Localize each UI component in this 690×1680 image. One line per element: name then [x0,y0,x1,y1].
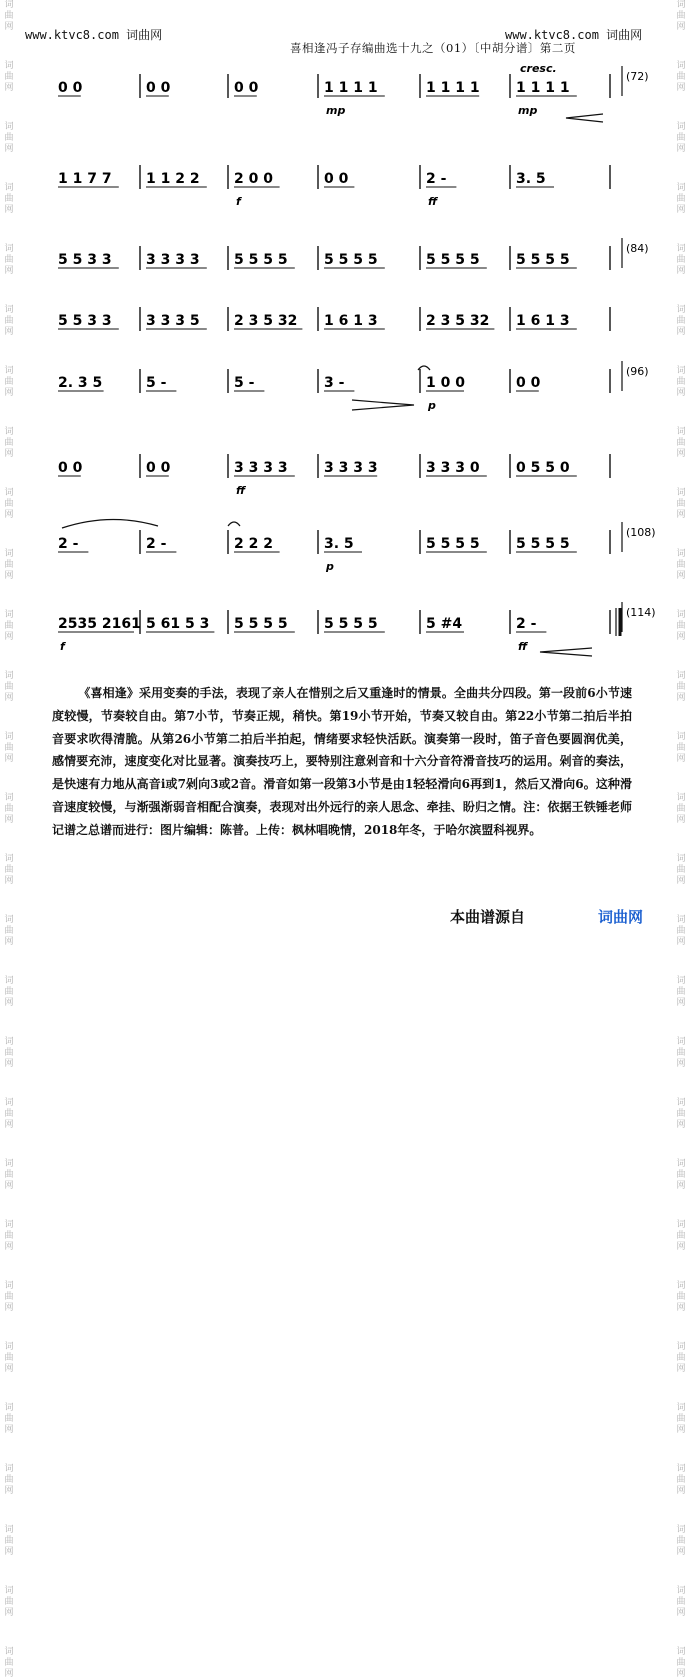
measure: 1 1 2 2 [146,171,200,187]
watermark-char: 曲 [4,987,14,997]
watermark-char: 网 [676,815,686,825]
dynamic-marking: p [428,399,436,412]
watermark-char: 词 [676,1464,686,1474]
watermark-char: 网 [676,1059,686,1069]
measure: 5 5 3 3 [58,252,112,268]
measure: 2 - [146,536,167,552]
measure: 2 - [426,171,447,187]
watermark-char: 曲 [676,926,686,936]
watermark-char: 曲 [676,1292,686,1302]
watermark-char: 网 [676,83,686,93]
watermark-char: 网 [676,571,686,581]
watermark-char: 曲 [676,987,686,997]
watermark-char: 网 [676,998,686,1008]
watermark-char: 曲 [676,377,686,387]
watermark-char: 词 [676,1403,686,1413]
watermark-char: 词 [676,610,686,620]
watermark-char: 网 [676,144,686,154]
fermata [228,522,240,526]
watermark-char: 网 [676,754,686,764]
cresc-marking: cresc. [520,62,557,75]
watermark-char: 词 [4,183,14,193]
watermark-char: 曲 [676,1170,686,1180]
slur [62,519,158,528]
watermark-char: 网 [4,510,14,520]
watermark-char: 曲 [676,72,686,82]
watermark-char: 网 [4,1486,14,1496]
watermark-char: 网 [4,754,14,764]
measure-number: (96) [626,365,649,378]
crescendo-hairpin-end [540,648,592,656]
watermark-char: 词 [676,549,686,559]
watermark-char: 网 [676,1486,686,1496]
dynamic-marking: mp [518,104,538,117]
measure: 1 1 1 1 [426,80,480,96]
measure: 3 3 3 0 [426,460,480,476]
watermark-char: 网 [676,937,686,947]
watermark-char: 词 [4,1342,14,1352]
dynamic-marking: ff [236,484,246,497]
watermark-char: 词 [4,1281,14,1291]
watermark-char: 曲 [676,560,686,570]
measure: 2 - [516,616,537,632]
watermark-char: 网 [4,1608,14,1618]
measure-number: (108) [626,526,656,539]
watermark-char: 词 [4,915,14,925]
description-paragraph: 《喜相逢》采用变奏的手法，表现了亲人在惜别之后又重逢时的情景。全曲共分四段。第一段前6小节速度较慢，节奏较自由。第7小节，节奏正规，稍快。第19小节开始，节奏又较自由。第22小节第二拍后半拍音要求吹得清脆。从第26小节第二拍后半拍起，情绪要求轻快活跃。演奏第一段时，笛子音色要圆润优美，感情要充沛，速度变化对比显著。演奏技巧上，要特别注意剁音和十六分音符滑音技巧的运用。剁音的奏法，是快速有力地从高音i或7剁向3或2音。滑音如第一段第3小节是由1轻轻滑向6再到1，然后又滑向6。这种滑音速度较慢，与渐强渐弱音相配合演奏，表现对出外远行的亲人思念、牵挂、盼归之情。注：依据王铁锤老师记谱之总谱而进行：图片编辑：陈普。上传：枫林唱晚情，2018年冬，于哈尔滨盟科视界。 [52,686,632,837]
watermark-char: 曲 [4,621,14,631]
watermark-char: 网 [676,449,686,459]
watermark-char: 曲 [4,743,14,753]
watermark-char: 词 [4,854,14,864]
watermark-char: 网 [4,1364,14,1374]
measure: 5 5 5 5 [426,536,480,552]
measure: 2. 3 5 [58,375,103,391]
watermark-char: 网 [676,632,686,642]
watermark-char: 词 [676,122,686,132]
watermark-char: 曲 [676,1536,686,1546]
measure: 0 0 [146,460,171,476]
page-header: 喜相逢冯子存编曲选十九之（01）〔中胡分谱〕第二页 [290,41,576,55]
watermark-char: 词 [4,1525,14,1535]
watermark-char: 词 [676,915,686,925]
dynamic-marking: p [326,560,334,573]
watermark-char: 网 [4,1242,14,1252]
measure: 5 5 3 3 [58,313,112,329]
site-watermark-right: www.ktvc8.com 词曲网 [505,28,643,42]
watermark-char: 网 [4,571,14,581]
watermark-char: 网 [676,1303,686,1313]
watermark-char: 曲 [676,621,686,631]
watermark-char: 词 [4,549,14,559]
watermark-char: 曲 [676,865,686,875]
watermark-char: 曲 [676,499,686,509]
measure: 3. 5 [324,536,354,552]
watermark-char: 词 [4,732,14,742]
watermark-char: 曲 [4,1109,14,1119]
watermark-char: 词 [4,1586,14,1596]
measure-number: (114) [626,606,656,619]
watermark-char: 曲 [676,316,686,326]
measure: 3. 5 [516,171,546,187]
watermark-char: 曲 [676,1414,686,1424]
watermark-char: 词 [4,671,14,681]
dynamic-marking: f [236,195,241,208]
measure: 3 3 3 3 [146,252,200,268]
watermark-char: 网 [676,388,686,398]
watermark-char: 词 [676,1342,686,1352]
watermark-char: 词 [676,488,686,498]
measure: 5 #4 [426,616,463,632]
watermark-char: 曲 [4,682,14,692]
measure: 1 6 1 3 [516,313,570,329]
watermark-char: 曲 [676,1109,686,1119]
watermark-char: 曲 [676,1597,686,1607]
watermark-char: 网 [4,632,14,642]
watermark-char: 词 [676,1098,686,1108]
measure: 1 1 1 1 [516,80,570,96]
watermark-char: 词 [676,366,686,376]
watermark-char: 曲 [4,1170,14,1180]
watermark-char: 网 [4,693,14,703]
watermark-char: 曲 [4,72,14,82]
watermark-char: 网 [676,1547,686,1557]
watermark-char: 词 [676,732,686,742]
watermark-char: 词 [676,183,686,193]
watermark-char: 曲 [4,1292,14,1302]
watermark-char: 词 [4,61,14,71]
measure: 0 0 [58,460,83,476]
measure: 5 5 5 5 [324,616,378,632]
measure: 1 1 7 7 [58,171,112,187]
footer-source: 本曲谱源自 [450,908,526,926]
measure: 5 5 5 5 [234,616,288,632]
watermark-char: 词 [676,1159,686,1169]
watermark-char: 词 [676,427,686,437]
watermark-char: 词 [4,366,14,376]
watermark-char: 词 [676,305,686,315]
measure: 0 0 [146,80,171,96]
watermark-char: 词 [676,244,686,254]
watermark-char: 曲 [676,1353,686,1363]
watermark-char: 曲 [676,1048,686,1058]
watermark-char: 网 [676,1181,686,1191]
watermark-char: 词 [676,1586,686,1596]
watermark-char: 曲 [4,1353,14,1363]
watermark-char: 网 [4,937,14,947]
watermark-char: 曲 [676,743,686,753]
watermark-char: 网 [676,1364,686,1374]
decrescendo-hairpin [352,400,414,410]
measure: 3 3 3 5 [146,313,200,329]
watermark-char: 曲 [4,1231,14,1241]
measure-number: (84) [626,242,649,255]
measure: 1 1 1 1 [324,80,378,96]
measure: 2 3 5 32 [426,313,490,329]
watermark-char: 曲 [4,499,14,509]
watermark-char: 网 [4,144,14,154]
watermark-char: 网 [4,22,14,32]
watermark-char: 曲 [4,133,14,143]
watermark-char: 曲 [4,926,14,936]
watermark-char: 词 [4,1159,14,1169]
watermark-char: 曲 [676,1475,686,1485]
measure: 0 0 [234,80,259,96]
measure: 5 5 5 5 [234,252,288,268]
watermark-char: 词 [676,976,686,986]
crescendo-hairpin [566,114,603,122]
watermark-char: 网 [4,83,14,93]
measure: 5 61 5 3 [146,616,210,632]
measure: 0 0 [516,375,541,391]
watermark-char: 词 [4,1220,14,1230]
watermark-char: 网 [4,1059,14,1069]
watermark-char: 曲 [4,1414,14,1424]
watermark-char: 网 [676,693,686,703]
watermark-char: 网 [4,1425,14,1435]
watermark-char: 网 [4,815,14,825]
watermark-char: 词 [4,305,14,315]
watermark-char: 网 [4,449,14,459]
measure: 0 0 [58,80,83,96]
watermark-char: 词 [4,1464,14,1474]
measure: 2535 2161 [58,616,141,632]
watermark-char: 网 [676,876,686,886]
watermark-char: 曲 [4,560,14,570]
watermark-char: 词 [4,427,14,437]
measure: 2 0 0 [234,171,273,187]
watermark-char: 曲 [4,1048,14,1058]
watermark-char: 曲 [4,438,14,448]
watermark-char: 网 [676,22,686,32]
watermark-char: 网 [4,388,14,398]
dynamic-marking: f [60,640,65,653]
watermark-char: 词 [4,793,14,803]
watermark-char: 词 [676,61,686,71]
watermark-char: 网 [4,1303,14,1313]
measure: 5 - [146,375,167,391]
measure: 2 3 5 32 [234,313,298,329]
watermark-char: 词 [676,1525,686,1535]
measure-number: (72) [626,70,649,83]
watermark-char: 词 [676,0,686,10]
measure: 5 5 5 5 [426,252,480,268]
watermark-char: 网 [4,998,14,1008]
watermark-char: 网 [676,1120,686,1130]
watermark-char: 曲 [676,255,686,265]
measure: 1 0 0 [426,375,465,391]
watermark-char: 词 [676,793,686,803]
watermark-char: 网 [4,327,14,337]
watermark-char: 网 [4,1120,14,1130]
watermark-char: 网 [676,1242,686,1252]
watermark-char: 网 [4,1181,14,1191]
measure: 2 - [58,536,79,552]
watermark-char: 网 [676,510,686,520]
watermark-char: 曲 [4,11,14,21]
watermark-char: 曲 [4,1536,14,1546]
measure: 5 5 5 5 [324,252,378,268]
watermark-char: 曲 [4,1658,14,1668]
watermark-char: 曲 [676,438,686,448]
watermark-char: 曲 [676,1231,686,1241]
watermark-char: 词 [4,1037,14,1047]
watermark-char: 词 [676,1037,686,1047]
watermark-char: 曲 [4,194,14,204]
watermark-char: 网 [676,1608,686,1618]
description-text [52,682,632,842]
watermark-char: 网 [676,1425,686,1435]
watermark-char: 曲 [4,804,14,814]
measure: 5 - [234,375,255,391]
watermark-char: 网 [676,266,686,276]
watermark-char: 网 [676,1669,686,1679]
watermark-char: 词 [4,976,14,986]
watermark-char: 词 [676,671,686,681]
measure: 0 5 5 0 [516,460,570,476]
measure: 5 5 5 5 [516,536,570,552]
watermark-char: 曲 [4,1475,14,1485]
watermark-char: 词 [676,854,686,864]
measure: 3 3 3 3 [324,460,378,476]
measure: 1 6 1 3 [324,313,378,329]
watermark-char: 词 [676,1281,686,1291]
measure: 3 3 3 3 [234,460,288,476]
watermark-char: 网 [4,266,14,276]
watermark-char: 网 [4,205,14,215]
watermark-char: 词 [4,1403,14,1413]
watermark-char: 曲 [676,133,686,143]
score [0,0,690,680]
dynamic-marking: ff [518,640,528,653]
measure: 5 5 5 5 [516,252,570,268]
watermark-char: 词 [4,0,14,10]
measure: 2 2 2 [234,536,273,552]
watermark-char: 曲 [4,865,14,875]
watermark-char: 词 [676,1220,686,1230]
watermark-char: 词 [4,244,14,254]
dynamic-marking: mp [326,104,346,117]
watermark-char: 词 [4,122,14,132]
watermark-char: 词 [4,488,14,498]
watermark-char: 网 [4,1669,14,1679]
site-watermark-left: www.ktvc8.com 词曲网 [25,28,163,42]
watermark-char: 词 [676,1647,686,1657]
watermark-char: 曲 [4,377,14,387]
watermark-char: 网 [676,327,686,337]
watermark-char: 曲 [676,1658,686,1668]
watermark-char: 网 [4,876,14,886]
watermark-char: 词 [4,610,14,620]
watermark-char: 曲 [676,194,686,204]
watermark-char: 词 [4,1647,14,1657]
watermark-char: 词 [4,1098,14,1108]
measure: 3 - [324,375,345,391]
footer-brand[interactable]: 词曲网 [598,908,644,926]
watermark-char: 曲 [4,255,14,265]
watermark-char: 曲 [4,1597,14,1607]
watermark-char: 网 [4,1547,14,1557]
measure: 0 0 [324,171,349,187]
watermark-char: 曲 [676,682,686,692]
dynamic-marking: ff [428,195,438,208]
watermark-char: 曲 [676,11,686,21]
watermark-char: 曲 [676,804,686,814]
watermark-char: 网 [676,205,686,215]
watermark-char: 曲 [4,316,14,326]
